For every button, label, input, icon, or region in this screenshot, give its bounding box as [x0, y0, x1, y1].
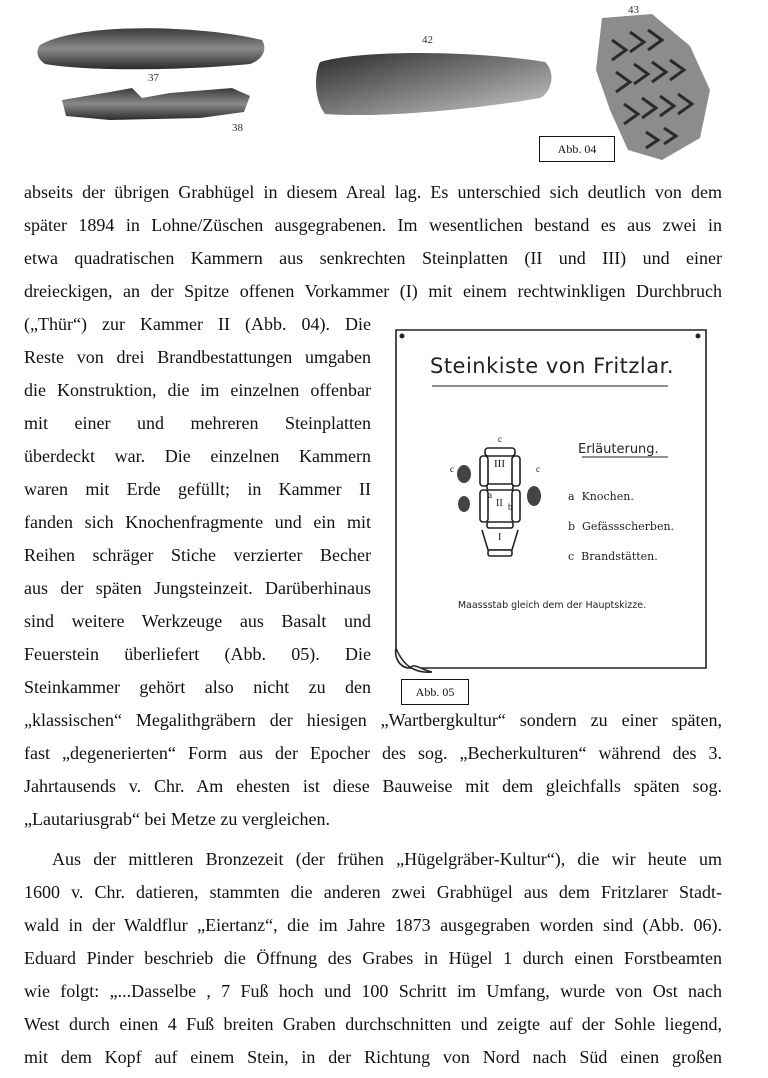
paragraph-1-column — [24, 308, 371, 704]
label-38: 38 — [232, 122, 243, 134]
label-42: 42 — [422, 34, 433, 46]
caption-abb-05: Abb. 05 — [401, 679, 469, 705]
figure-artifacts — [0, 0, 768, 170]
scale-note: Maassstab gleich dem der Hauptskizze. — [457, 600, 647, 611]
legend-item: b Gefässscherben. — [568, 520, 675, 533]
artifacts-drawing — [0, 0, 768, 170]
text-line: abseits der übrigen Grabhügel in diesem Areal lag. Es unterschied sich deutlich von dem — [24, 182, 722, 202]
legend-item: a Knochen. — [568, 490, 634, 503]
text-line: dreieckigen, an der Spitze offenen Vorkammer (I) mit einem rechtwinkligen Durchbruch — [24, 281, 722, 301]
text-line: Feuerstein überliefert (Abb. 05). Die — [24, 644, 371, 664]
artifact-37 — [37, 28, 264, 69]
mark-c-left: c — [450, 464, 454, 474]
text-line: später 1894 in Lohne/Züschen ausgegrabenen. Im wesentlichen bestand es aus zwei in — [24, 215, 722, 235]
text-line: fast „degenerierten“ Form aus der Epocher des sog. „Becherkulturen“ während des 3. — [24, 743, 722, 763]
legend — [568, 482, 674, 572]
text-line: überdeckt war. Die einzelnen Kammern — [24, 446, 371, 466]
figure-plan-steinkiste — [392, 324, 712, 684]
chamber-label-III: III — [494, 458, 505, 470]
text-line: waren mit Erde gefüllt; in Kammer II — [24, 479, 371, 499]
text-line: wald in der Waldflur „Eiertanz“, die im Jahre 1873 ausgegraben worden sind (Abb. 06). — [24, 915, 722, 935]
text-line: die Konstruktion, die im einzelnen offenbar — [24, 380, 371, 400]
mark-a: a — [488, 490, 492, 500]
text-line: 1600 v. Chr. datieren, stammten die anderen zwei Grabhügel aus dem Fritzlarer Stadt- — [24, 882, 722, 902]
legend-item: c Brandstätten. — [568, 550, 658, 563]
text-line: („Thür“) zur Kammer II (Abb. 04). Die — [24, 314, 371, 334]
text-line: Steinkammer gehört also nicht zu den — [24, 677, 371, 697]
chamber-label-I: I — [498, 532, 502, 543]
text-line: Jahrtausends v. Chr. Am ehesten ist diese Bauweise mit dem gleichfalls späten sog. — [24, 776, 722, 796]
text-line: etwa quadratischen Kammern aus senkrechten Steinplatten (II und III) und einer — [24, 248, 722, 268]
text-line: Eduard Pinder beschrieb die Öffnung des Grabes in Hügel 1 durch einen Forstbeamten — [24, 948, 722, 968]
paragraph-1-bottom — [24, 704, 722, 836]
paragraph-1-top — [24, 176, 722, 308]
text-line: aus der späten Jungsteinzeit. Darüberhinaus — [24, 578, 371, 598]
text-line: wie folgt: „...Dasselbe , 7 Fuß hoch und 100 Schritt im Umfang, wurde von Ost nach — [24, 981, 722, 1001]
text-line: mit dem Kopf auf einem Stein, in der Richtung von Nord nach Süd einen großen — [24, 1047, 722, 1067]
caption-abb-04: Abb. 04 — [539, 136, 615, 162]
mark-c-top: c — [498, 434, 502, 444]
paragraph-2 — [24, 843, 722, 1074]
text-line: mit einer und mehreren Steinplatten — [24, 413, 371, 433]
legend-title: Erläuterung. — [578, 442, 659, 457]
label-43: 43 — [628, 4, 639, 16]
artifact-38 — [62, 88, 250, 120]
mark-c-right: c — [536, 464, 540, 474]
text-line: Aus der mittleren Bronzezeit (der frühen „Hügelgräber-Kultur“), die wir heute um — [52, 849, 722, 869]
mark-b: b — [508, 502, 513, 512]
artifact-42 — [316, 53, 551, 115]
text-line: sind weitere Werkzeuge aus Basalt und — [24, 611, 371, 631]
text-line: Reste von drei Brandbestattungen umgaben — [24, 347, 371, 367]
plan-title: Steinkiste von Fritzlar. — [429, 354, 674, 378]
text-line: fanden sich Knochenfragmente und ein mit — [24, 512, 371, 532]
text-line: „klassischen“ Megalithgräbern der hiesigen „Wartbergkultur“ sondern zu einer späten, — [24, 710, 722, 730]
label-37: 37 — [148, 72, 159, 84]
chamber-label-II: II — [496, 498, 503, 509]
text-line: Reihen schräger Stiche verzierter Becher — [24, 545, 371, 565]
text-line: West durch einen 4 Fuß breiten Graben durchschnitten und zeigte auf der Sohle liegend, — [24, 1014, 722, 1034]
text-line: „Lautariusgrab“ bei Metze zu vergleichen. — [24, 809, 331, 829]
